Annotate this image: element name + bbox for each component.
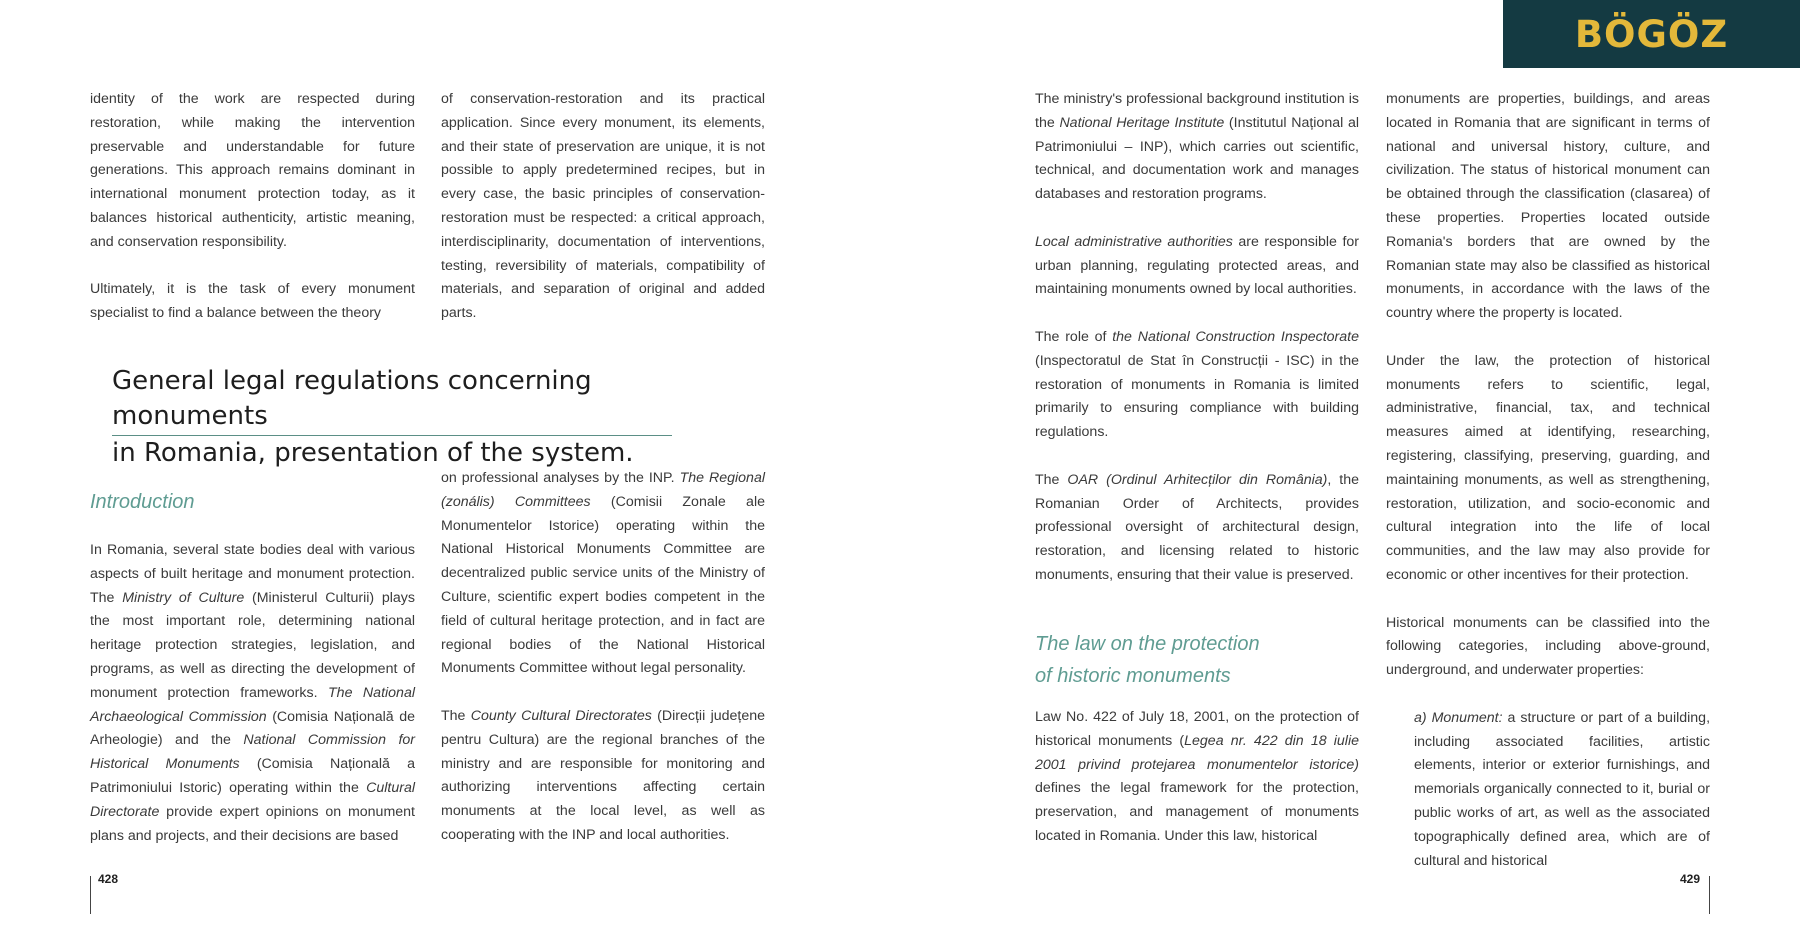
section-title-line-2: in Romania, presentation of the system. [112,438,634,468]
right-page-rule [1709,876,1710,914]
paragraph: The ministry's professional background institution is the National Heritage Institute (Institutul Național al Patrimoniului – INP), which carries out scientific, technical, and documentation work and manages databases and restoration programs. [1035,91,1359,203]
paragraph: In Romania, several state bodies deal with various aspects of built heritage and monument protection. The Ministry of Culture (Ministerul Culturii) plays the most important role, determining national heritage protection strategies, legislation, and programs, as well as directing the development of monument protection frameworks. The National Archaeological Commission (Comisia Națională de Arheologie) and the National Commission for Historical Monuments (Comisia Națională a Patrimoniului Istoric) operating within the Cultural Directorate provide expert opinions on monument plans and projects, and their decisions are based [90,542,415,844]
paragraph: a) Monument: a structure or part of a building, including associated facilities, artistic elements, interior or exterior furnishings, and memorials organically connected to it, burial or public works of art, as well as the associated topographically defined area, which are of cultural and historical [1414,709,1711,869]
right-column-1 [1035,88,1359,588]
paragraph: The role of the National Construction Inspectorate (Inspectoratul de Stat în Construcții - ISC) in the restoration of monuments in Romania is limited primarily to ensuring compliance with building regulations. [1035,328,1359,441]
left-page-number: 428 [98,872,119,886]
paragraph: Historical monuments can be classified into the following categories, including above-ground, underground, and underwater properties: [1386,614,1710,679]
paragraph: The County Cultural Directorates (Direcții județene pentru Cultura) are the regional branches of the ministry and are responsible for monitoring and authorizing interventions affecting certain monuments at the local level, as well as cooperating with the INP and local authorities. [441,707,766,843]
paragraph: Ultimately, it is the task of every monument specialist to find a balance between the theory [90,281,415,322]
left-bottom-column-1 [90,539,415,848]
law-heading: The law on the protection of historic monuments [1035,633,1260,687]
paragraph: Local administrative authorities are responsible for urban planning, regulating protected areas, and maintaining monuments owned by local authorities. [1035,233,1359,298]
right-column-2 [1386,88,1710,873]
paragraph: of conservation-restoration and its practical application. Since every monument, its elements, and their state of preservation are unique, it is not possible to apply predetermined recipes, but in every case, the basic principles of conservation-restoration must be respected: a critical approach, interdisciplinarity, documentation of interventions, testing, reversibility of materials, compatibility of materials, and separation of original and added parts. [441,91,765,322]
paragraph: Under the law, the protection of historical monuments refers to scientific, legal, administrative, financial, tax, and technical measures aimed at identifying, researching, registering, classifying, preserving, guarding, and maintaining monuments, as well as strengthening, restoration, utilization, and socio-economic and cultural integration into the life of local communities, and the law may also provide for economic or other incentives for their protection. [1386,352,1710,583]
brand-logo: BÖGÖZ [1574,12,1729,56]
paragraph: Law No. 422 of July 18, 2001, on the protection of historical monuments (Legea nr. 422 din 18 iulie 2001 privind protejarea monumentelor istorice) defines the legal framework for the protection, preservation, and management of monuments located in Romania. Under this law, historical [1035,709,1360,844]
left-top-column-1 [90,88,415,326]
paragraph: The OAR (Ordinul Arhitecților din România), the Romanian Order of Architects, provides professional oversight of architectural design, restoration, and licensing related to historic monuments, ensuring that their value is preserved. [1035,471,1359,583]
left-bottom-column-2 [441,467,765,848]
paragraph: monuments are properties, buildings, and areas located in Romania that are significant in terms of national and universal history, culture, and civilization. The status of historical monument can be obtained through the classification (clasarea) of these properties. Properties located outside Romania's borders that are owned by the Romanian state may also be classified as historical monuments, in accordance with the laws of the country where the property is located. [1386,91,1710,322]
section-title [112,364,672,471]
section-title-line-1: General legal regulations concerning monuments [112,364,672,436]
brand-banner [1503,0,1800,68]
left-top-column-2 [441,88,765,326]
right-page-number: 429 [1680,872,1701,886]
right-column-1-lower [1035,706,1359,849]
paragraph: on professional analyses by the INP. The Regional (zonális) Committees (Comisii Zonale ale Monumentelor Istorice) operating within the National Historical Monuments Committee are decentralized public service units of the Ministry of Culture, scientific expert bodies competent in the field of cultural heritage protection, and in fact are regional bodies of the National Historical Monuments Committee without legal personality. [441,470,765,677]
paragraph: identity of the work are respected during restoration, while making the intervention preservable and understandable for future generations. This approach remains dominant in international monument protection today, as it balances historical authenticity, artistic meaning, and conservation responsibility. [90,91,415,250]
introduction-heading: Introduction [90,491,195,513]
left-page-rule [90,876,91,914]
